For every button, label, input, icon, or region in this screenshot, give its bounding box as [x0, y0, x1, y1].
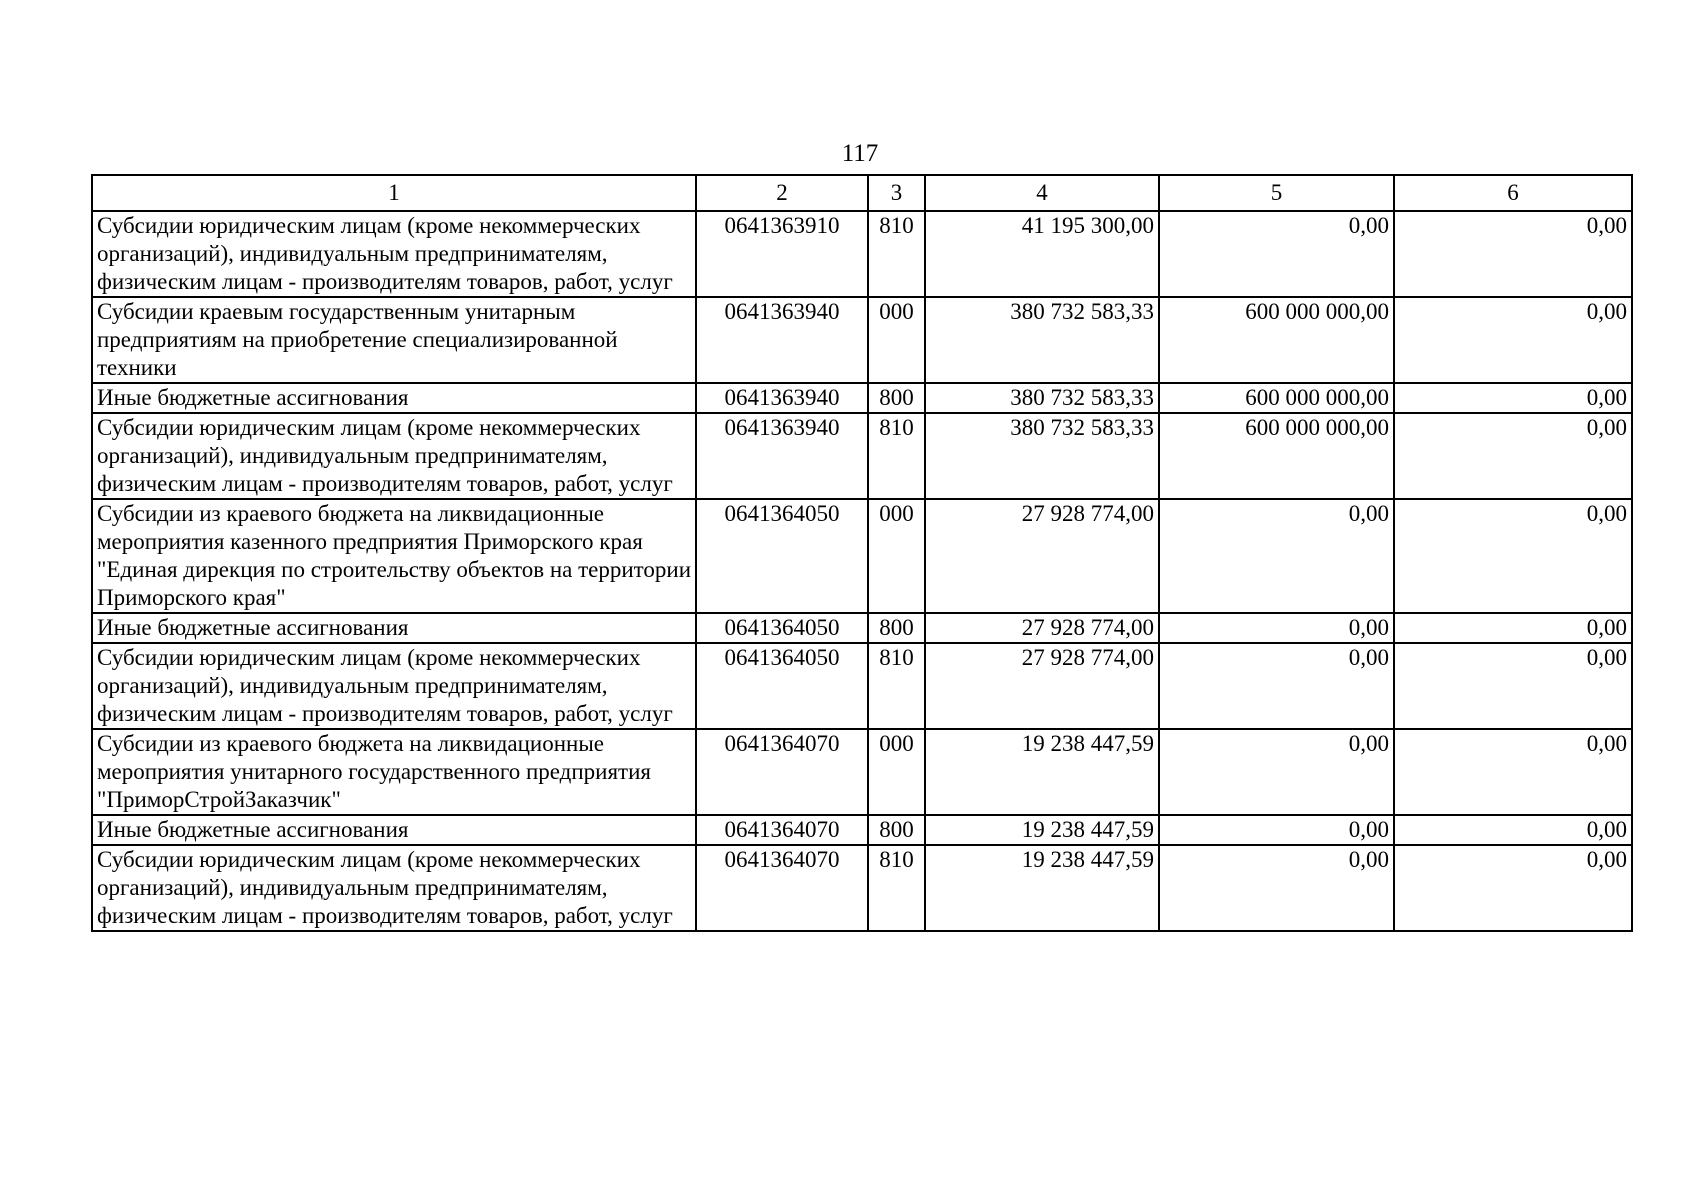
- row-amount-col6: 0,00: [1394, 613, 1632, 643]
- row-csr-code: 0641364050: [696, 643, 868, 729]
- row-description: Субсидии из краевого бюджета на ликвидационные мероприятия унитарного государственного предприятия "ПриморСтройЗаказчик": [92, 729, 696, 815]
- row-amount-col4: 27 928 774,00: [925, 613, 1159, 643]
- budget-table: [91, 174, 1633, 932]
- row-amount-col4: 27 928 774,00: [925, 499, 1159, 613]
- row-csr-code: 0641364050: [696, 613, 868, 643]
- row-vr-code: 000: [868, 297, 925, 383]
- table-row: [92, 383, 1632, 413]
- row-amount-col5: 0,00: [1159, 643, 1394, 729]
- row-amount-col5: 0,00: [1159, 211, 1394, 297]
- row-amount-col4: 19 238 447,59: [925, 729, 1159, 815]
- row-amount-col6: 0,00: [1394, 845, 1632, 931]
- row-amount-col4: 27 928 774,00: [925, 643, 1159, 729]
- row-description: Иные бюджетные ассигнования: [92, 383, 696, 413]
- row-amount-col5: 0,00: [1159, 499, 1394, 613]
- row-amount-col4: 380 732 583,33: [925, 383, 1159, 413]
- row-vr-code: 000: [868, 729, 925, 815]
- row-csr-code: 0641364070: [696, 729, 868, 815]
- row-amount-col4: 380 732 583,33: [925, 297, 1159, 383]
- row-csr-code: 0641364070: [696, 845, 868, 931]
- row-vr-code: 810: [868, 413, 925, 499]
- row-vr-code: 810: [868, 643, 925, 729]
- row-amount-col6: 0,00: [1394, 499, 1632, 613]
- row-vr-code: 800: [868, 815, 925, 845]
- row-amount-col6: 0,00: [1394, 815, 1632, 845]
- row-amount-col4: 380 732 583,33: [925, 413, 1159, 499]
- row-amount-col5: 0,00: [1159, 815, 1394, 845]
- row-amount-col5: 0,00: [1159, 729, 1394, 815]
- row-description: Субсидии юридическим лицам (кроме некоммерческих организаций), индивидуальным предпринимателям, физическим лицам - производителям товаров, работ, услуг: [92, 211, 696, 297]
- table-row: [92, 643, 1632, 729]
- row-amount-col5: 0,00: [1159, 613, 1394, 643]
- row-amount-col4: 41 195 300,00: [925, 211, 1159, 297]
- column-header-4: 4: [925, 175, 1159, 211]
- table-row: [92, 297, 1632, 383]
- row-csr-code: 0641363940: [696, 413, 868, 499]
- row-csr-code: 0641363940: [696, 297, 868, 383]
- row-description: Иные бюджетные ассигнования: [92, 613, 696, 643]
- row-amount-col4: 19 238 447,59: [925, 845, 1159, 931]
- row-amount-col5: 0,00: [1159, 845, 1394, 931]
- row-csr-code: 0641363940: [696, 383, 868, 413]
- row-vr-code: 810: [868, 845, 925, 931]
- table-row: [92, 413, 1632, 499]
- row-description: Субсидии краевым государственным унитарным предприятиям на приобретение специализированной техники: [92, 297, 696, 383]
- row-csr-code: 0641364070: [696, 815, 868, 845]
- row-amount-col5: 600 000 000,00: [1159, 383, 1394, 413]
- table-row: [92, 845, 1632, 931]
- row-description: Иные бюджетные ассигнования: [92, 815, 696, 845]
- column-header-6: 6: [1394, 175, 1632, 211]
- page-number: 117: [841, 140, 879, 167]
- row-amount-col6: 0,00: [1394, 211, 1632, 297]
- row-amount-col5: 600 000 000,00: [1159, 413, 1394, 499]
- table-row: [92, 613, 1632, 643]
- row-csr-code: 0641363910: [696, 211, 868, 297]
- table-row: [92, 211, 1632, 297]
- row-description: Субсидии из краевого бюджета на ликвидационные мероприятия казенного предприятия Приморского края "Единая дирекция по строительству объектов на территории Приморского края": [92, 499, 696, 613]
- column-header-1: 1: [92, 175, 696, 211]
- row-vr-code: 810: [868, 211, 925, 297]
- column-header-2: 2: [696, 175, 868, 211]
- row-vr-code: 800: [868, 613, 925, 643]
- row-amount-col6: 0,00: [1394, 297, 1632, 383]
- row-amount-col4: 19 238 447,59: [925, 815, 1159, 845]
- column-header-3: 3: [868, 175, 925, 211]
- row-amount-col5: 600 000 000,00: [1159, 297, 1394, 383]
- row-amount-col6: 0,00: [1394, 383, 1632, 413]
- row-amount-col6: 0,00: [1394, 729, 1632, 815]
- header-row: [92, 175, 1632, 211]
- row-description: Субсидии юридическим лицам (кроме некоммерческих организаций), индивидуальным предпринимателям, физическим лицам - производителям товаров, работ, услуг: [92, 845, 696, 931]
- row-vr-code: 000: [868, 499, 925, 613]
- row-amount-col6: 0,00: [1394, 413, 1632, 499]
- table-row: [92, 499, 1632, 613]
- table-row: [92, 815, 1632, 845]
- row-description: Субсидии юридическим лицам (кроме некоммерческих организаций), индивидуальным предпринимателям, физическим лицам - производителям товаров, работ, услуг: [92, 413, 696, 499]
- row-description: Субсидии юридическим лицам (кроме некоммерческих организаций), индивидуальным предпринимателям, физическим лицам - производителям товаров, работ, услуг: [92, 643, 696, 729]
- column-header-5: 5: [1159, 175, 1394, 211]
- row-csr-code: 0641364050: [696, 499, 868, 613]
- row-vr-code: 800: [868, 383, 925, 413]
- table-row: [92, 729, 1632, 815]
- row-amount-col6: 0,00: [1394, 643, 1632, 729]
